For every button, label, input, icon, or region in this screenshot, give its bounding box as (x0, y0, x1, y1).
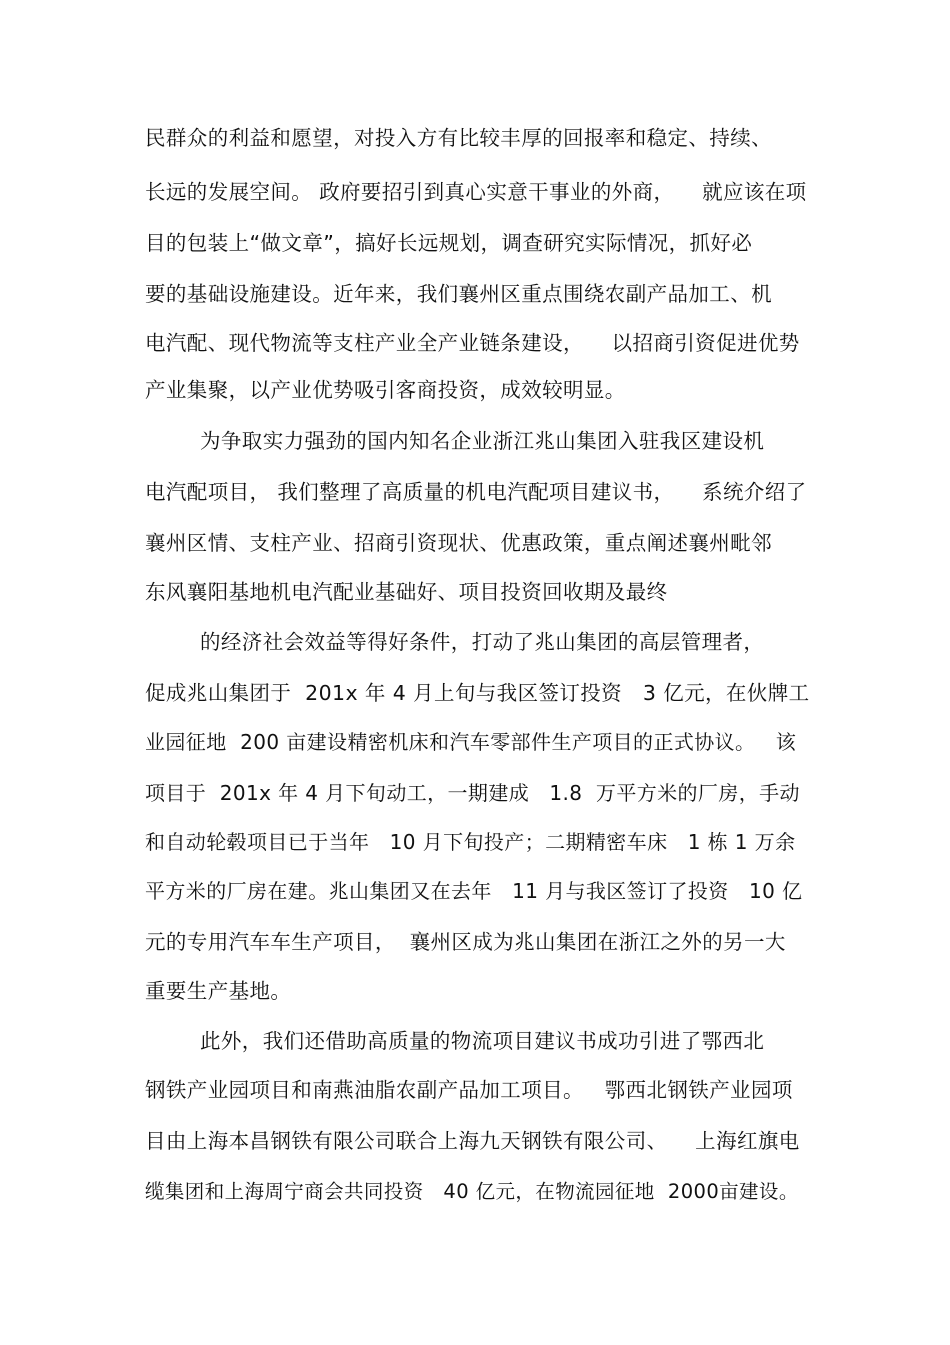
text-line: 促成兆山集团于 201x 年 4 月上旬与我区签订投资 3 亿元，在伙牌工 (145, 681, 810, 705)
text-line: 目的包装上“做文章”，搞好长远规划，调查研究实际情况，抓好必 (145, 231, 753, 255)
text-line: 长远的发展空间。 政府要招引到真心实意干事业的外商， 就应该在项 (145, 180, 807, 204)
text-line: 钢铁产业园项目和南燕油脂农副产品加工项目。 鄂西北钢铁产业园项 (145, 1078, 793, 1102)
text-line: 平方米的厂房在建。兆山集团又在去年 11 月与我区签订了投资 10 亿 (145, 879, 803, 903)
text-line: 项目于 201x 年 4 月下旬动工，一期建成 1.8 万平方米的厂房，手动 (145, 781, 800, 805)
paragraph-first-line: 的经济社会效益等得好条件，打动了兆山集团的高层管理者， (200, 630, 765, 654)
paragraph-first-line: 为争取实力强劲的国内知名企业浙江兆山集团入驻我区建设机 (200, 429, 765, 453)
text-line: 电汽配项目， 我们整理了高质量的机电汽配项目建议书， 系统介绍了 (145, 480, 807, 504)
text-line: 重要生产基地。 (145, 979, 292, 1003)
text-line: 襄州区情、支柱产业、招商引资现状、优惠政策，重点阐述襄州毗邻 (145, 531, 772, 555)
text-line: 东风襄阳基地机电汽配业基础好、项目投资回收期及最终 (145, 580, 668, 604)
text-line: 业园征地 200 亩建设精密机床和汽车零部件生产项目的正式协议。 该 (145, 730, 797, 754)
text-line: 要的基础设施建设。近年来，我们襄州区重点围绕农副产品加工、机 (145, 282, 772, 306)
text-line: 目由上海本昌钢铁有限公司联合上海九天钢铁有限公司、 上海红旗电 (145, 1129, 800, 1153)
text-line: 元的专用汽车车生产项目， 襄州区成为兆山集团在浙江之外的另一大 (145, 930, 786, 954)
text-line: 民群众的利益和愿望，对投入方有比较丰厚的回报率和稳定、持续、 (145, 126, 772, 150)
text-line: 电汽配、现代物流等支柱产业全产业链条建设， 以招商引资促进优势 (145, 331, 800, 355)
text-line: 产业集聚，以产业优势吸引客商投资，成效较明显。 (145, 378, 626, 402)
text-line: 和自动轮毂项目已于当年 10 月下旬投产；二期精密车床 1 栋 1 万余 (145, 830, 796, 854)
text-line: 缆集团和上海周宁商会共同投资 40 亿元，在物流园征地 2000亩建设。 (145, 1180, 799, 1203)
paragraph-first-line: 此外，我们还借助高质量的物流项目建议书成功引进了鄂西北 (200, 1029, 765, 1053)
